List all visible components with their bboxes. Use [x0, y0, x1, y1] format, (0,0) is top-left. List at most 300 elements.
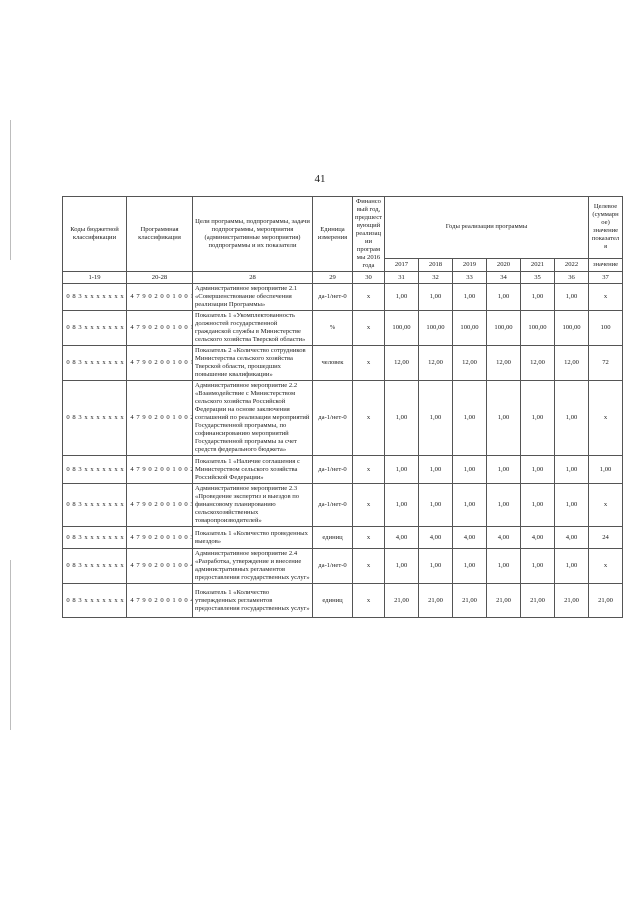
table-row	[63, 346, 623, 381]
code-digit: 0	[148, 324, 152, 331]
code-digit: 2	[154, 324, 158, 331]
unit-cell: единиц	[313, 584, 353, 618]
code-digit: x	[96, 533, 100, 541]
code-digit: 0	[178, 414, 182, 421]
unit-cell: единиц	[313, 527, 353, 549]
year-value-cell: 1,00	[555, 284, 589, 311]
column-number: 34	[487, 272, 521, 284]
code-digit: 7	[136, 533, 140, 541]
code-digit: 3	[78, 501, 82, 508]
prev-year-cell: x	[353, 284, 385, 311]
code-digit: x	[114, 533, 118, 541]
code-digit: 7	[136, 562, 140, 569]
code-digit: 3	[78, 562, 82, 569]
year-value-cell: 1,00	[521, 381, 555, 456]
code-digit: 0	[184, 359, 188, 366]
code-digit: 2	[154, 562, 158, 569]
budget-code-cell	[63, 284, 127, 311]
code-digit: 4	[130, 293, 134, 300]
code-digit: x	[114, 359, 118, 366]
year-value-cell: 4,00	[521, 527, 555, 549]
code-digit: x	[90, 562, 94, 569]
program-code-cell	[127, 527, 193, 549]
column-number: 37	[589, 272, 623, 284]
program-code-cell	[127, 381, 193, 456]
code-digit: 7	[136, 414, 140, 421]
code-digit: 0	[160, 465, 164, 473]
program-class-header: Программная классификация	[127, 197, 193, 272]
code-digit: x	[120, 414, 124, 421]
code-digit: 7	[136, 501, 140, 508]
column-number: 30	[353, 272, 385, 284]
code-digit: 0	[166, 414, 170, 421]
year-value-cell: 21,00	[521, 584, 555, 618]
code-digit: 0	[148, 359, 152, 366]
code-digit: 3	[78, 293, 82, 300]
code-digit: 1	[172, 465, 176, 473]
code-digit: x	[108, 324, 112, 331]
code-digit: x	[114, 324, 118, 331]
table-row	[63, 484, 623, 527]
unit-cell: человек	[313, 346, 353, 381]
code-digit: 0	[160, 596, 164, 604]
code-digit: 4	[130, 414, 134, 421]
code-digit	[189, 466, 193, 474]
column-number: 28	[193, 272, 313, 284]
code-digit: 2	[154, 533, 158, 541]
code-digit: x	[120, 465, 124, 473]
year-value-cell: 1,00	[419, 284, 453, 311]
code-digit: 0	[184, 414, 188, 421]
code-digit: x	[90, 293, 94, 300]
year-value-cell: 100,00	[453, 311, 487, 346]
code-digit: 2	[154, 293, 158, 300]
code-digit: 2	[154, 465, 158, 473]
code-digit: 0	[66, 596, 70, 604]
code-digit: 0	[148, 501, 152, 508]
code-digit: 0	[184, 324, 188, 331]
code-digit: x	[96, 596, 100, 604]
budget-code-cell	[63, 456, 127, 484]
code-digit: 4	[130, 533, 134, 541]
table-row	[63, 527, 623, 549]
code-digit: 2	[154, 414, 158, 421]
goal-cell: Показатель 1 «Укомплектованность должностей государственной гражданской службы в Министерстве сельского хозяйства Тверской области»	[193, 311, 313, 346]
code-digit: 0	[178, 501, 182, 508]
goals-header: Цели программы, подпрограммы, задачи подпрограммы, мероприятия (административные мероприятия) подпрограммы и их показатели	[193, 197, 313, 272]
prev-year-cell: x	[353, 584, 385, 618]
year-value-cell: 12,00	[521, 346, 555, 381]
code-digit: x	[84, 324, 88, 331]
code-digit: x	[108, 293, 112, 300]
year-value-cell: 1,00	[453, 284, 487, 311]
year-value-cell: 1,00	[487, 484, 521, 527]
code-digit: 0	[148, 414, 152, 421]
code-digit: x	[108, 501, 112, 508]
year-cell: 2022	[555, 258, 589, 271]
code-digit: x	[96, 414, 100, 421]
column-number-row	[63, 272, 623, 284]
table-row	[63, 284, 623, 311]
code-digit: 0	[160, 359, 164, 366]
code-digit: x	[96, 562, 100, 569]
year-value-cell: 21,00	[487, 584, 521, 618]
target-cell: x	[589, 381, 623, 456]
code-digit: x	[114, 596, 118, 604]
code-digit: 0	[184, 465, 188, 473]
prev-year-cell: x	[353, 456, 385, 484]
code-digit: 4	[130, 324, 134, 331]
code-digit: 8	[72, 533, 76, 541]
code-digit: 0	[166, 293, 170, 300]
code-digit: x	[90, 359, 94, 366]
code-digit: 2	[154, 596, 158, 604]
year-value-cell: 12,00	[419, 346, 453, 381]
code-digit: 1	[172, 324, 176, 331]
code-digit: 4	[130, 465, 134, 473]
code-digit: x	[108, 596, 112, 604]
budget-code-cell	[63, 311, 127, 346]
year-value-cell: 1,00	[487, 381, 521, 456]
code-digit: 0	[184, 533, 188, 541]
year-value-cell: 1,00	[419, 381, 453, 456]
code-digit: 8	[72, 562, 76, 569]
code-digit: 0	[178, 293, 182, 300]
unit-cell: да-1/нет-0	[313, 484, 353, 527]
code-digit: 9	[142, 465, 146, 473]
goal-cell: Административное мероприятие 2.3 «Проведение экспертиз и выездов по финансовому планированию сельскохозяйственных товаропроизводителей»	[193, 484, 313, 527]
code-digit: 0	[66, 414, 70, 421]
code-digit: x	[120, 562, 124, 569]
year-value-cell: 1,00	[521, 549, 555, 584]
code-digit: x	[108, 414, 112, 421]
year-value-cell: 100,00	[487, 311, 521, 346]
code-digit: 1	[172, 562, 176, 569]
year-value-cell: 100,00	[419, 311, 453, 346]
year-value-cell: 12,00	[385, 346, 419, 381]
code-digit: 0	[148, 533, 152, 541]
code-digit: x	[90, 501, 94, 508]
target-cell: x	[589, 549, 623, 584]
code-digit: 9	[142, 324, 146, 331]
code-digit: 2	[154, 359, 158, 366]
code-digit: 9	[142, 562, 146, 569]
year-value-cell: 4,00	[555, 527, 589, 549]
table-row	[63, 584, 623, 618]
code-digit: 1	[172, 533, 176, 541]
year-value-cell: 1,00	[385, 456, 419, 484]
code-digit	[189, 324, 193, 332]
code-digit: x	[120, 359, 124, 366]
code-digit: x	[102, 293, 106, 300]
code-digit: 1	[172, 359, 176, 366]
goal-cell: Показатель 1 «Количество утвержденных регламентов предоставления государственных услуг»	[193, 584, 313, 618]
program-code-cell	[127, 456, 193, 484]
year-value-cell: 1,00	[385, 484, 419, 527]
year-value-cell: 4,00	[487, 527, 521, 549]
code-digit: x	[96, 359, 100, 366]
code-digit: x	[102, 596, 106, 604]
margin-rule-upper	[10, 120, 11, 260]
code-digit: x	[114, 562, 118, 569]
code-digit: 1	[172, 501, 176, 508]
code-digit: x	[108, 533, 112, 541]
finance-year-header: Финансовый год, предшествующий реализации программы 2016 года	[353, 197, 385, 272]
column-number: 35	[521, 272, 555, 284]
code-digit	[189, 501, 193, 509]
year-value-cell: 1,00	[385, 284, 419, 311]
target-cell: 1,00	[589, 456, 623, 484]
prev-year-cell: x	[353, 311, 385, 346]
year-value-cell: 1,00	[555, 381, 589, 456]
code-digit: 0	[184, 562, 188, 569]
code-digit: 8	[72, 596, 76, 604]
year-value-cell: 100,00	[385, 311, 419, 346]
code-digit: 0	[66, 324, 70, 331]
budget-codes-header: Коды бюджетной классификации	[63, 197, 127, 272]
code-digit	[189, 359, 193, 367]
code-digit: x	[114, 293, 118, 300]
code-digit: 8	[72, 324, 76, 331]
prev-year-cell: x	[353, 381, 385, 456]
code-digit: 0	[66, 465, 70, 473]
column-number: 1-19	[63, 272, 127, 284]
code-digit: x	[102, 465, 106, 473]
year-value-cell: 12,00	[487, 346, 521, 381]
year-value-cell: 12,00	[453, 346, 487, 381]
year-value-cell: 1,00	[385, 381, 419, 456]
code-digit: 3	[78, 359, 82, 366]
code-digit: 0	[148, 465, 152, 473]
table-row	[63, 381, 623, 456]
code-digit: 0	[148, 293, 152, 300]
code-digit: 0	[66, 359, 70, 366]
code-digit: 0	[166, 533, 170, 541]
year-value-cell: 1,00	[453, 456, 487, 484]
code-digit: 0	[184, 596, 188, 604]
code-digit: 8	[72, 359, 76, 366]
goal-cell: Показатель 2 «Количество сотрудников Министерства сельского хозяйства Тверской области, прошедших повышение квалификации»	[193, 346, 313, 381]
code-digit: 0	[160, 293, 164, 300]
year-value-cell: 1,00	[487, 456, 521, 484]
code-digit: 4	[130, 359, 134, 366]
year-value-cell: 1,00	[555, 484, 589, 527]
year-value-cell: 1,00	[419, 456, 453, 484]
year-value-cell: 1,00	[487, 284, 521, 311]
budget-code-cell	[63, 381, 127, 456]
code-digit: 0	[166, 562, 170, 569]
unit-cell: %	[313, 311, 353, 346]
column-number: 29	[313, 272, 353, 284]
code-digit: x	[102, 359, 106, 366]
table-row	[63, 311, 623, 346]
year-value-cell: 1,00	[419, 484, 453, 527]
target-cell: x	[589, 484, 623, 527]
year-value-cell: 1,00	[453, 549, 487, 584]
code-digit: 0	[178, 359, 182, 366]
years-header: Годы реализации программы	[385, 197, 589, 259]
code-digit: x	[120, 324, 124, 331]
budget-code-cell	[63, 346, 127, 381]
code-digit: x	[84, 562, 88, 569]
year-value-cell: 21,00	[453, 584, 487, 618]
prev-year-cell: x	[353, 527, 385, 549]
code-digit: 0	[178, 533, 182, 541]
year-value-cell: 1,00	[555, 456, 589, 484]
code-digit: x	[108, 359, 112, 366]
code-digit: x	[120, 293, 124, 300]
code-digit: x	[84, 414, 88, 421]
code-digit: x	[84, 501, 88, 508]
code-digit: x	[96, 293, 100, 300]
year-value-cell: 1,00	[555, 549, 589, 584]
code-digit: 0	[148, 596, 152, 604]
code-digit: x	[114, 465, 118, 473]
code-digit: 0	[160, 324, 164, 331]
year-value-cell: 1,00	[419, 549, 453, 584]
code-digit: x	[102, 501, 106, 508]
column-number: 31	[385, 272, 419, 284]
year-value-cell: 4,00	[453, 527, 487, 549]
code-digit: x	[102, 324, 106, 331]
program-table	[62, 196, 623, 618]
target-cell: 100	[589, 311, 623, 346]
code-digit: 0	[178, 562, 182, 569]
program-code-cell	[127, 484, 193, 527]
code-digit: 0	[166, 359, 170, 366]
year-cell: 2020	[487, 258, 521, 271]
code-digit: x	[90, 596, 94, 604]
program-code-cell	[127, 346, 193, 381]
code-digit: x	[90, 414, 94, 421]
table-header-row	[63, 197, 623, 259]
code-digit: 0	[160, 533, 164, 541]
code-digit: x	[120, 596, 124, 604]
code-digit: 9	[142, 414, 146, 421]
code-digit: 0	[66, 293, 70, 300]
year-cell: 2021	[521, 258, 555, 271]
target-sub-header: значение	[589, 258, 623, 271]
year-value-cell: 1,00	[453, 484, 487, 527]
code-digit: 8	[72, 501, 76, 508]
code-digit: 7	[136, 596, 140, 604]
goal-cell: Административное мероприятие 2.4 «Разработка, утверждение и внесение административных регламентов предоставления государственных услуг»	[193, 549, 313, 584]
code-digit: 0	[160, 414, 164, 421]
code-digit: 8	[72, 465, 76, 473]
program-code-cell	[127, 311, 193, 346]
code-digit: x	[108, 465, 112, 473]
code-digit: x	[96, 324, 100, 331]
year-cell: 2017	[385, 258, 419, 271]
code-digit: 7	[136, 293, 140, 300]
column-number: 33	[453, 272, 487, 284]
code-digit: x	[90, 324, 94, 331]
code-digit: x	[96, 465, 100, 473]
code-digit: 3	[78, 533, 82, 541]
year-value-cell: 1,00	[385, 549, 419, 584]
code-digit: x	[84, 533, 88, 541]
code-digit: x	[90, 533, 94, 541]
unit-header: Единица измерения	[313, 197, 353, 272]
target-header: Целевое (суммарное) значение показателя	[589, 197, 623, 259]
code-digit: 3	[78, 465, 82, 473]
unit-cell: да-1/нет-0	[313, 549, 353, 584]
code-digit: 0	[166, 465, 170, 473]
code-digit: 9	[142, 501, 146, 508]
program-code-cell	[127, 549, 193, 584]
year-value-cell: 1,00	[453, 381, 487, 456]
unit-cell: да-1/нет-0	[313, 456, 353, 484]
year-value-cell: 4,00	[385, 527, 419, 549]
code-digit: 0	[166, 596, 170, 604]
table-row	[63, 456, 623, 484]
code-digit: x	[84, 293, 88, 300]
code-digit: 0	[166, 324, 170, 331]
code-digit: 0	[166, 501, 170, 508]
code-digit: x	[120, 533, 124, 541]
code-digit: 0	[66, 533, 70, 541]
code-digit: 9	[142, 596, 146, 604]
code-digit: 0	[178, 324, 182, 331]
code-digit: 0	[178, 465, 182, 473]
code-digit: 2	[154, 501, 158, 508]
code-digit: x	[96, 501, 100, 508]
year-value-cell: 21,00	[419, 584, 453, 618]
year-value-cell: 1,00	[521, 284, 555, 311]
code-digit: 9	[142, 293, 146, 300]
unit-cell: да-1/нет-0	[313, 284, 353, 311]
budget-code-cell	[63, 584, 127, 618]
prev-year-cell: x	[353, 484, 385, 527]
code-digit: 9	[142, 359, 146, 366]
code-digit: x	[102, 562, 106, 569]
code-digit	[189, 414, 193, 422]
column-number: 20-28	[127, 272, 193, 284]
code-digit: x	[84, 596, 88, 604]
program-code-cell	[127, 284, 193, 311]
code-digit: 3	[78, 414, 82, 421]
code-digit	[189, 534, 193, 542]
code-digit: 3	[78, 324, 82, 331]
target-cell: x	[589, 284, 623, 311]
target-cell: 24	[589, 527, 623, 549]
goal-cell: Административное мероприятие 2.2 «Взаимодействие с Министерством сельского хозяйства Российской Федерации на основе заключения соглашений по реализации мероприятий Государственной программы, по софинансированию мероприятий Государственной программы за счет средств федерального бюджета»	[193, 381, 313, 456]
code-digit: 0	[160, 562, 164, 569]
code-digit: x	[120, 501, 124, 508]
code-digit: 0	[66, 562, 70, 569]
code-digit: 7	[136, 465, 140, 473]
column-number: 32	[419, 272, 453, 284]
code-digit: 7	[136, 324, 140, 331]
year-value-cell: 21,00	[555, 584, 589, 618]
code-digit: 1	[172, 414, 176, 421]
code-digit: x	[114, 414, 118, 421]
code-digit: 0	[184, 293, 188, 300]
code-digit: 0	[160, 501, 164, 508]
page-number: 41	[314, 173, 326, 185]
goal-cell: Административное мероприятие 2.1 «Совершенствование обеспечения реализации Программы»	[193, 284, 313, 311]
prev-year-cell: x	[353, 549, 385, 584]
year-value-cell: 100,00	[555, 311, 589, 346]
prev-year-cell: x	[353, 346, 385, 381]
table-row	[63, 549, 623, 584]
code-digit	[189, 293, 193, 301]
target-cell: 21,00	[589, 584, 623, 618]
column-number: 36	[555, 272, 589, 284]
code-digit: 3	[78, 596, 82, 604]
year-value-cell: 1,00	[521, 456, 555, 484]
year-value-cell: 1,00	[487, 549, 521, 584]
